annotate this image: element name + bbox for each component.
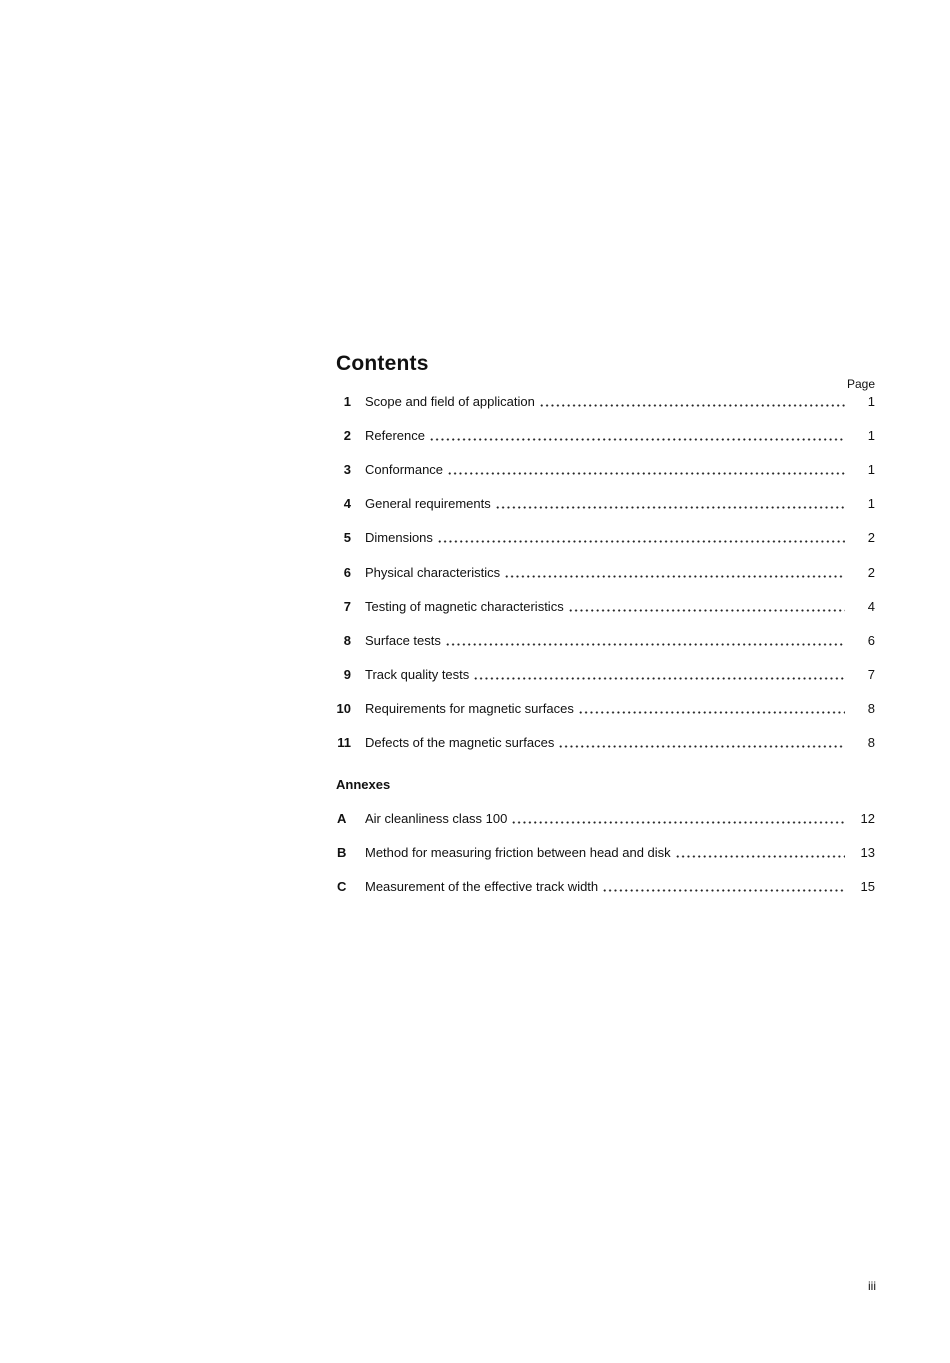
- toc-entry: [336, 735, 875, 751]
- toc-entry-label: Track quality tests: [365, 667, 470, 682]
- toc-entry-page: 4: [867, 599, 875, 614]
- toc-entry-label: General requirements: [365, 496, 491, 511]
- annex-entry-page: 12: [860, 811, 875, 826]
- toc-entry-number: 1: [343, 394, 351, 409]
- toc-entry-page: 2: [867, 530, 875, 545]
- dot-leader: [495, 499, 845, 509]
- toc-entry-number: 5: [343, 530, 351, 545]
- toc-entry-label: Requirements for magnetic surfaces: [365, 701, 574, 716]
- toc-entry: [336, 462, 875, 478]
- toc-entry-label: Reference: [365, 428, 425, 443]
- toc-entry-number: 2: [343, 428, 351, 443]
- toc-entry: [336, 701, 875, 717]
- toc-entry-page: 1: [867, 394, 875, 409]
- toc-entry-page: 2: [867, 565, 875, 580]
- toc-entry: [336, 530, 875, 546]
- annex-entry: [336, 879, 875, 895]
- toc-entry-number: 11: [337, 735, 351, 750]
- annex-entry: [336, 811, 875, 827]
- dot-leader: [445, 636, 845, 646]
- dot-leader: [429, 431, 845, 441]
- annex-entry-page: 13: [860, 845, 875, 860]
- toc-entry-page: 7: [867, 667, 875, 682]
- toc-entry-label: Physical characteristics: [365, 565, 501, 580]
- toc-entry-label: Conformance: [365, 462, 444, 477]
- annex-entry-letter: A: [337, 811, 347, 826]
- toc-entry-label: Testing of magnetic characteristics: [365, 599, 564, 614]
- dot-leader: [511, 814, 845, 824]
- dot-leader: [602, 882, 845, 892]
- dot-leader: [675, 848, 845, 858]
- toc-entry: [336, 667, 875, 683]
- annex-entry-label: Measurement of the effective track width: [365, 879, 599, 894]
- dot-leader: [504, 568, 845, 578]
- toc-entry-page: 1: [867, 462, 875, 477]
- toc-entry: [336, 428, 875, 444]
- toc-entry: [336, 496, 875, 512]
- toc-entry-number: 6: [343, 565, 351, 580]
- toc-entry-page: 8: [867, 701, 875, 716]
- toc-entry: [336, 599, 875, 615]
- dot-leader: [578, 704, 845, 714]
- toc-entry-label: Defects of the magnetic surfaces: [365, 735, 555, 750]
- annex-entry: [336, 845, 875, 861]
- annexes-heading: Annexes: [336, 777, 391, 792]
- annex-entry-letter: C: [337, 879, 347, 894]
- toc-entry-page: 8: [867, 735, 875, 750]
- toc-entry-number: 10: [336, 701, 351, 716]
- annex-entry-letter: B: [337, 845, 347, 860]
- toc-entry: [336, 565, 875, 581]
- toc-entry-number: 9: [343, 667, 351, 682]
- page-number-footer: iii: [868, 1279, 876, 1293]
- toc-entry-label: Surface tests: [365, 633, 441, 648]
- dot-leader: [447, 465, 845, 475]
- toc-entry-label: Dimensions: [365, 530, 433, 545]
- dot-leader: [437, 533, 845, 543]
- dot-leader: [539, 397, 845, 407]
- page-column-header: Page: [846, 377, 875, 391]
- toc-entry-page: 6: [867, 633, 875, 648]
- toc-entry-page: 1: [867, 428, 875, 443]
- annex-entry-label: Method for measuring friction between head and disk: [365, 845, 671, 860]
- dot-leader: [568, 602, 845, 612]
- toc-entry: [336, 633, 875, 649]
- toc-entry-page: 1: [867, 496, 875, 511]
- annex-entry-page: 15: [860, 879, 875, 894]
- toc-entry-number: 7: [343, 599, 351, 614]
- toc-entry-number: 8: [343, 633, 351, 648]
- dot-leader: [473, 670, 845, 680]
- annex-entry-label: Air cleanliness class 100: [365, 811, 508, 826]
- page-title: Contents: [336, 352, 429, 375]
- toc-entry: [336, 394, 875, 410]
- toc-entry-number: 3: [343, 462, 351, 477]
- toc-entry-number: 4: [343, 496, 351, 511]
- dot-leader: [558, 738, 845, 748]
- toc-entry-label: Scope and field of application: [365, 394, 535, 409]
